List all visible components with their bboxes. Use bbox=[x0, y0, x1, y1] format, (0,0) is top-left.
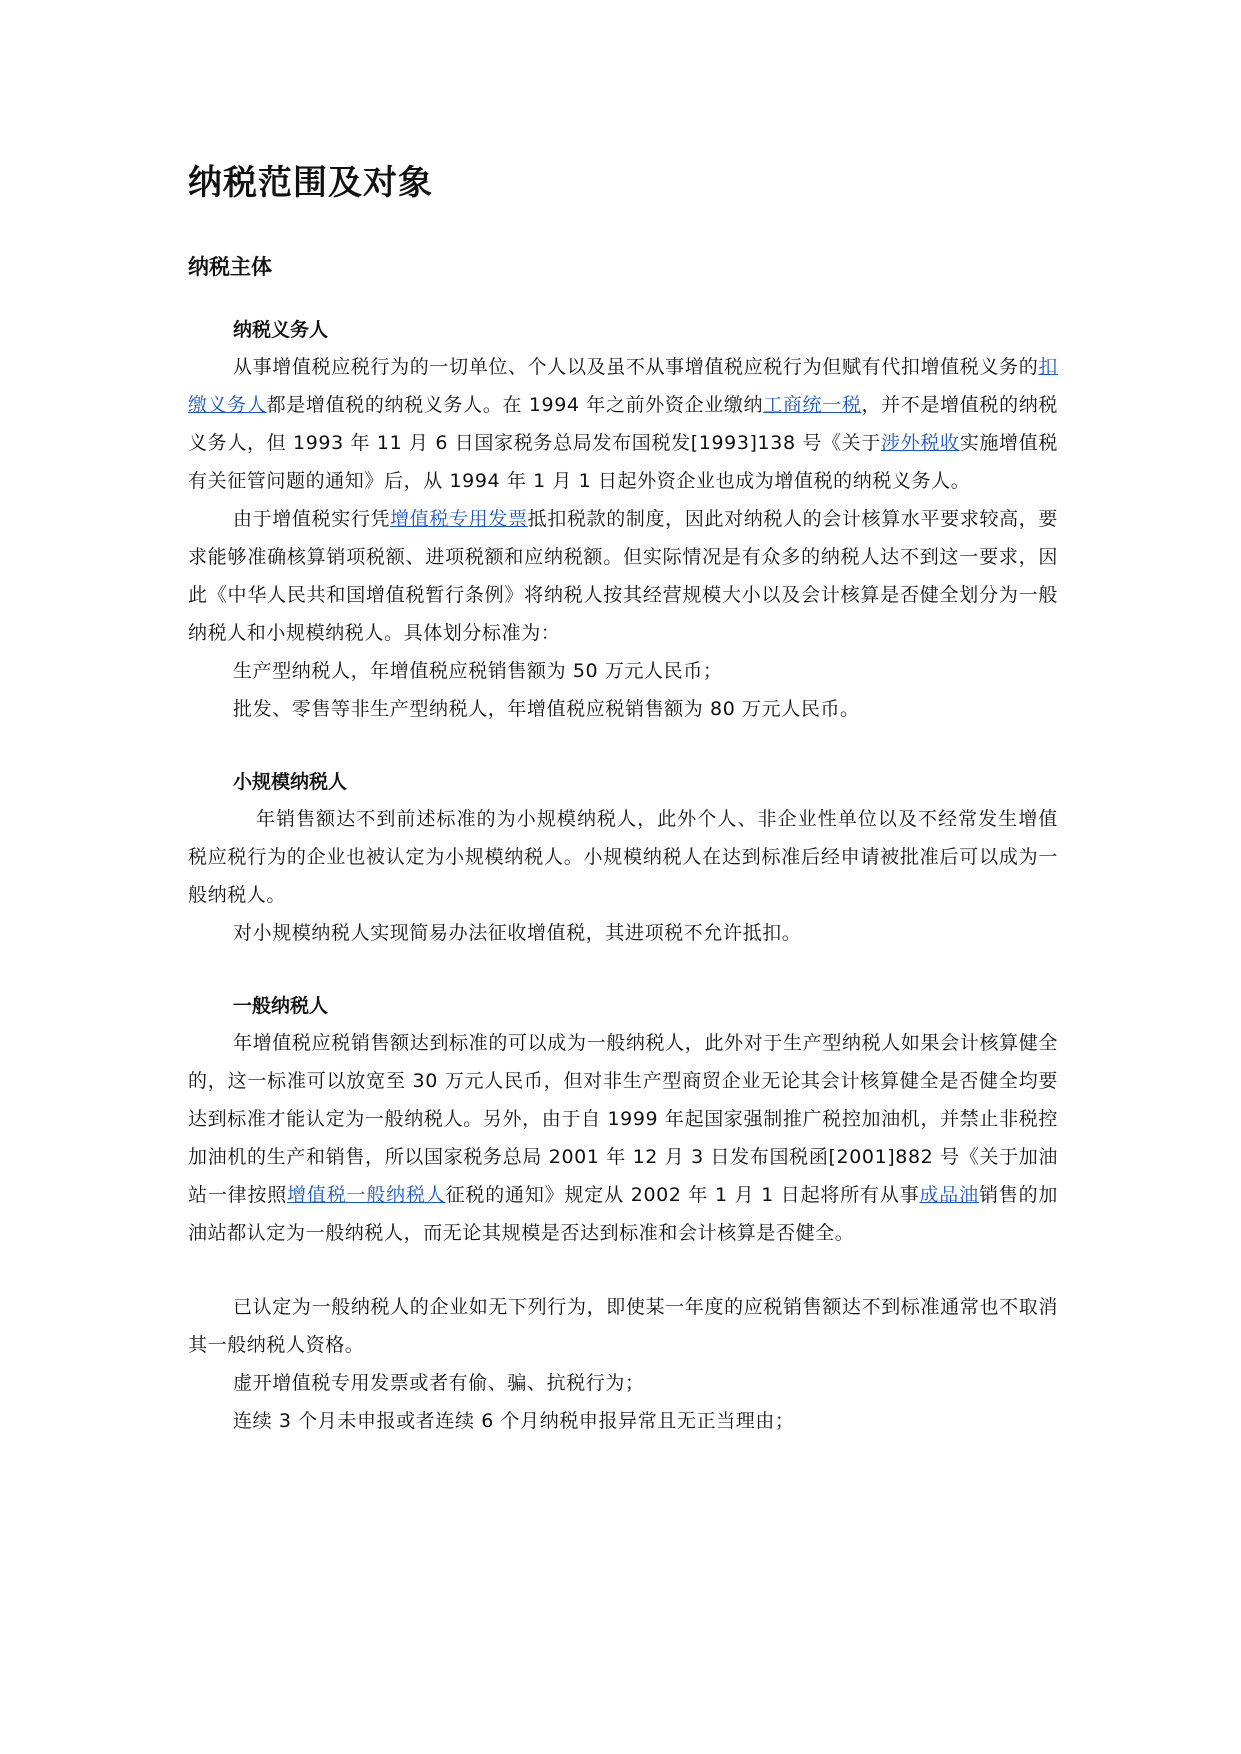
text-run: 征税的通知》规定从 2002 年 1 月 1 日起将所有从事 bbox=[445, 1184, 920, 1206]
paragraph: 已认定为一般纳税人的企业如无下列行为，即使某一年度的应税销售额达不到标准通常也不取消其一般纳税人资格。 bbox=[188, 1296, 1058, 1356]
paragraph: 生产型纳税人，年增值税应税销售额为 50 万元人民币； bbox=[233, 660, 723, 682]
link-vat-general-taxpayer[interactable]: 增值税一般纳税人 bbox=[287, 1184, 446, 1206]
paragraph: 批发、零售等非生产型纳税人，年增值税应税销售额为 80 万元人民币。 bbox=[233, 698, 860, 720]
subsection-heading-obligor: 纳税义务人 bbox=[233, 319, 329, 341]
link-foreign-taxation[interactable]: 涉外税收 bbox=[881, 432, 960, 454]
text-run: 都是增值税的纳税义务人。在 1994 年之前外资企业缴纳 bbox=[266, 394, 764, 416]
paragraph bbox=[188, 348, 1058, 500]
text-run: 由于增值税实行凭 bbox=[233, 508, 391, 530]
paragraph: 连续 3 个月未申报或者连续 6 个月纳税申报异常且无正当理由； bbox=[233, 1410, 795, 1432]
paragraph bbox=[188, 500, 1058, 652]
link-withholding-agent[interactable]: 扣缴义务人 bbox=[188, 356, 1058, 416]
text-run: 年增值税应税销售额达到标准的可以成为一般纳税人，此外对于生产型纳税人如果会计核算健全的，这一标准可以放宽至 30 万元人民币，但对非生产型商贸企业无论其会计核算健全是否健全均要达到标准才能认定为一般纳税人。另外，由于自 1999 年起国家强制推广税控加油机，并禁止非税控加油机的生产和销售，所以国家税务总局 2001 年 12 月 3 日发布国税函[2001]882 号《关于加油站一律按照 bbox=[188, 1032, 1058, 1206]
subsection-heading-general: 一般纳税人 bbox=[233, 995, 329, 1017]
paragraph bbox=[188, 1024, 1058, 1252]
section-taxpayer-obligor bbox=[188, 312, 1058, 728]
document-body bbox=[188, 160, 1058, 1440]
text-run: 实施增值税有关征管问题的通知》后，从 1994 年 1 月 1 日起外资企业也成为增值税的纳税义务人。 bbox=[188, 432, 1058, 492]
text-run: 从事增值税应税行为的一切单位、个人以及虽不从事增值税应税行为但赋有代扣增值税义务的 bbox=[233, 356, 1039, 378]
text-run: 销售的加油站都认定为一般纳税人，而无论其规模是否达到标准和会计核算是否健全。 bbox=[188, 1184, 1058, 1244]
section-general-taxpayer bbox=[188, 988, 1058, 1440]
section-small-scale-taxpayer bbox=[188, 764, 1058, 952]
page-title: 纳税范围及对象 bbox=[188, 163, 433, 203]
link-vat-special-invoice[interactable]: 增值税专用发票 bbox=[390, 508, 528, 530]
link-refined-oil[interactable]: 成品油 bbox=[919, 1184, 979, 1206]
section-heading: 纳税主体 bbox=[188, 255, 272, 279]
paragraph: 年销售额达不到前述标准的为小规模纳税人，此外个人、非企业性单位以及不经常发生增值税应税行为的企业也被认定为小规模纳税人。小规模纳税人在达到标准后经申请被批准后可以成为一般纳税人。 bbox=[188, 808, 1058, 906]
paragraph: 对小规模纳税人实现简易办法征收增值税，其进项税不允许抵扣。 bbox=[233, 922, 802, 944]
subsection-heading-small-scale: 小规模纳税人 bbox=[233, 771, 348, 793]
link-industrial-commercial-tax[interactable]: 工商统一税 bbox=[763, 394, 862, 416]
paragraph: 虚开增值税专用发票或者有偷、骗、抗税行为； bbox=[233, 1372, 645, 1394]
text-run: 抵扣税款的制度，因此对纳税人的会计核算水平要求较高，要求能够准确核算销项税额、进项税额和应纳税额。但实际情况是有众多的纳税人达不到这一要求，因此《中华人民共和国增值税暂行条例》将纳税人按其经营规模大小以及会计核算是否健全划分为一般纳税人和小规模纳税人。具体划分标准为： bbox=[188, 508, 1059, 644]
text-run: ，并不是增值税的纳税义务人，但 1993 年 11 月 6 日国家税务总局发布国税发[1993]138 号《关于 bbox=[188, 394, 1058, 454]
